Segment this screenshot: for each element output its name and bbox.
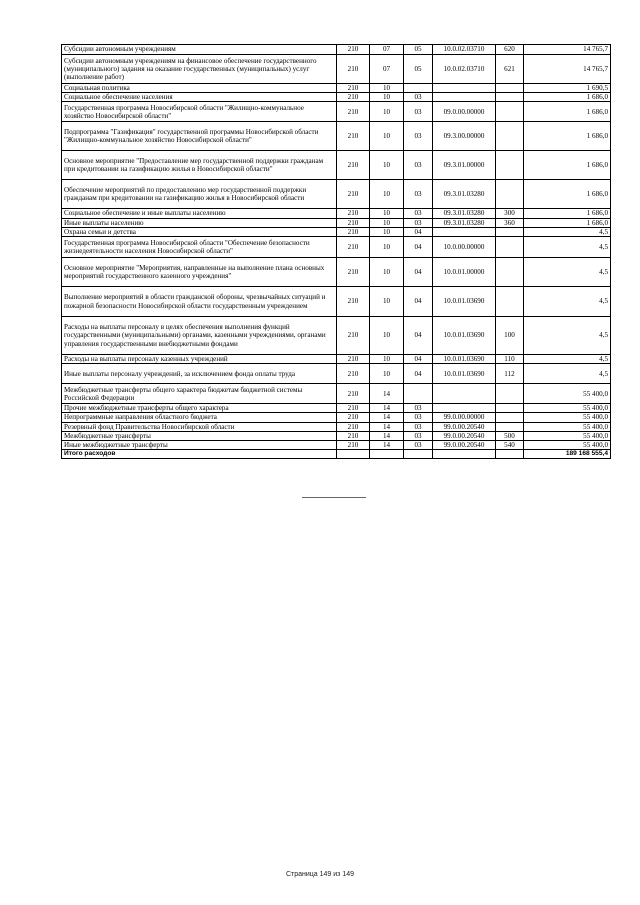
row-amount: 55 400,0 (524, 431, 611, 440)
row-target-article: 10.0.01.03690 (433, 287, 496, 317)
row-expense-type (496, 227, 524, 236)
table-row (62, 122, 611, 151)
row-expense-type (496, 237, 524, 258)
row-grbs: 210 (337, 218, 370, 227)
row-expense-type: 300 (496, 209, 524, 218)
row-subsection: 03 (404, 413, 433, 422)
row-expense-type: 112 (496, 364, 524, 384)
row-amount: 1 690,5 (524, 84, 611, 93)
row-target-article: 10.0.00.00000 (433, 237, 496, 258)
row-amount: 1 686,0 (524, 180, 611, 209)
row-expense-type (496, 84, 524, 93)
row-amount: 4,5 (524, 317, 611, 355)
row-name: Социальная политика (62, 84, 337, 93)
row-expense-type (496, 287, 524, 317)
row-name: Государственная программа Новосибирской области "Жилищно-коммунальное хозяйство Новосибирской области" (62, 102, 337, 122)
total-label: Итого расходов (62, 450, 337, 459)
row-section: 10 (370, 102, 404, 122)
row-amount: 55 400,0 (524, 413, 611, 422)
row-amount: 55 400,0 (524, 441, 611, 450)
row-target-article (433, 384, 496, 404)
row-section: 10 (370, 218, 404, 227)
row-subsection: 03 (404, 441, 433, 450)
table-row (62, 404, 611, 413)
row-section: 14 (370, 404, 404, 413)
row-section: 10 (370, 287, 404, 317)
row-section: 10 (370, 84, 404, 93)
row-name: Межбюджетные трансферты общего характера бюджетам бюджетной системы Российской Федерации (62, 384, 337, 404)
row-subsection: 04 (404, 364, 433, 384)
row-subsection: 03 (404, 209, 433, 218)
row-subsection: 03 (404, 122, 433, 151)
row-section: 14 (370, 441, 404, 450)
row-grbs: 210 (337, 180, 370, 209)
row-target-article: 10.0.01.00000 (433, 258, 496, 287)
table-row (62, 317, 611, 355)
row-grbs: 210 (337, 45, 370, 55)
table-row (62, 84, 611, 93)
row-subsection: 03 (404, 218, 433, 227)
row-section: 10 (370, 93, 404, 102)
row-name: Государственная программа Новосибирской области "Обеспечение безопасности жизнедеятельности населения Новосибирской области" (62, 237, 337, 258)
row-target-article: 10.0.01.03690 (433, 355, 496, 364)
row-section: 10 (370, 227, 404, 236)
row-target-article: 99.0.00.20540 (433, 441, 496, 450)
row-expense-type: 360 (496, 218, 524, 227)
row-expense-type: 500 (496, 431, 524, 440)
budget-expenses-table (61, 44, 611, 459)
row-target-article: 09.3.01.03280 (433, 218, 496, 227)
row-section: 10 (370, 258, 404, 287)
row-subsection: 04 (404, 237, 433, 258)
row-section: 10 (370, 122, 404, 151)
total-row (62, 450, 611, 459)
row-amount: 4,5 (524, 237, 611, 258)
table-row (62, 237, 611, 258)
table-row (62, 422, 611, 431)
separator-line (302, 497, 366, 498)
row-expense-type (496, 93, 524, 102)
row-amount: 1 686,0 (524, 122, 611, 151)
row-name: Субсидии автономным учреждениям на финансовое обеспечение государственного (муниципального) задания на оказание государственных (муниципальных) услуг (выполнение работ) (62, 55, 337, 84)
row-grbs: 210 (337, 209, 370, 218)
row-name: Социальное обеспечение и иные выплаты населению (62, 209, 337, 218)
row-expense-type: 620 (496, 45, 524, 55)
row-target-article: 99.0.00.00000 (433, 413, 496, 422)
row-section: 14 (370, 431, 404, 440)
row-grbs: 210 (337, 122, 370, 151)
row-grbs: 210 (337, 404, 370, 413)
table-row (62, 93, 611, 102)
row-name: Расходы на выплаты персоналу в целях обеспечения выполнения функций государственными (муниципальными) органами, казенными учреждениями, органами управления государственными внебюджетными фондами (62, 317, 337, 355)
row-name: Межбюджетные трансферты (62, 431, 337, 440)
row-grbs: 210 (337, 151, 370, 180)
row-subsection: 04 (404, 355, 433, 364)
row-section: 14 (370, 384, 404, 404)
table-row (62, 55, 611, 84)
row-amount: 1 686,0 (524, 209, 611, 218)
row-section: 14 (370, 413, 404, 422)
row-subsection: 03 (404, 180, 433, 209)
row-subsection: 04 (404, 317, 433, 355)
row-section: 10 (370, 364, 404, 384)
row-expense-type (496, 404, 524, 413)
table-body (62, 45, 611, 459)
row-grbs: 210 (337, 287, 370, 317)
row-expense-type: 100 (496, 317, 524, 355)
row-target-article (433, 404, 496, 413)
row-name: Иные выплаты персоналу учреждений, за исключением фонда оплаты труда (62, 364, 337, 384)
row-subsection: 03 (404, 151, 433, 180)
row-target-article: 10.0.02.03710 (433, 45, 496, 55)
row-subsection: 04 (404, 227, 433, 236)
row-target-article: 09.3.00.00000 (433, 122, 496, 151)
row-subsection: 05 (404, 45, 433, 55)
row-expense-type (496, 422, 524, 431)
row-subsection (404, 84, 433, 93)
row-grbs: 210 (337, 258, 370, 287)
row-amount: 4,5 (524, 227, 611, 236)
row-amount: 55 400,0 (524, 422, 611, 431)
row-grbs: 210 (337, 102, 370, 122)
row-target-article: 09.0.00.00000 (433, 102, 496, 122)
row-target-article: 09.3.01.03280 (433, 209, 496, 218)
row-section: 10 (370, 237, 404, 258)
row-amount: 4,5 (524, 287, 611, 317)
row-subsection: 03 (404, 422, 433, 431)
row-subsection (404, 384, 433, 404)
row-expense-type (496, 151, 524, 180)
table-row (62, 180, 611, 209)
row-section: 10 (370, 317, 404, 355)
row-target-article (433, 84, 496, 93)
table-row (62, 218, 611, 227)
row-target-article: 10.0.01.03690 (433, 317, 496, 355)
row-target-article (433, 93, 496, 102)
row-subsection: 03 (404, 404, 433, 413)
row-expense-type: 110 (496, 355, 524, 364)
row-amount: 4,5 (524, 258, 611, 287)
row-amount: 1 686,0 (524, 93, 611, 102)
row-expense-type (496, 384, 524, 404)
table-row (62, 441, 611, 450)
row-name: Охрана семьи и детства (62, 227, 337, 236)
row-name: Прочие межбюджетные трансферты общего характера (62, 404, 337, 413)
row-name: Расходы на выплаты персоналу казенных учреждений (62, 355, 337, 364)
row-name: Непрограммные направления областного бюджета (62, 413, 337, 422)
row-expense-type (496, 413, 524, 422)
row-name: Выполнение мероприятий в области гражданской обороны, чрезвычайных ситуаций и пожарной безопасности Новосибирской области государственным учреждением (62, 287, 337, 317)
row-subsection: 05 (404, 55, 433, 84)
row-expense-type: 540 (496, 441, 524, 450)
row-section: 10 (370, 151, 404, 180)
row-amount: 14 765,7 (524, 55, 611, 84)
row-grbs: 210 (337, 317, 370, 355)
row-subsection: 03 (404, 431, 433, 440)
row-subsection: 03 (404, 102, 433, 122)
row-name: Обеспечение мероприятий по предоставлению мер государственной поддержки гражданам при кредитовании на газификацию жилья в Новосибирской области (62, 180, 337, 209)
row-target-article: 10.0.02.03710 (433, 55, 496, 84)
row-amount: 1 686,0 (524, 151, 611, 180)
row-amount: 14 765,7 (524, 45, 611, 55)
table-row (62, 45, 611, 55)
table-row (62, 431, 611, 440)
row-grbs: 210 (337, 355, 370, 364)
row-expense-type (496, 122, 524, 151)
row-grbs: 210 (337, 413, 370, 422)
row-target-article: 10.0.01.03690 (433, 364, 496, 384)
row-target-article: 09.3.01.00000 (433, 151, 496, 180)
row-name: Резервный фонд Правительства Новосибирской области (62, 422, 337, 431)
row-expense-type (496, 102, 524, 122)
table-row (62, 151, 611, 180)
table-row (62, 258, 611, 287)
row-subsection: 03 (404, 93, 433, 102)
row-amount: 1 686,0 (524, 102, 611, 122)
row-expense-type (496, 180, 524, 209)
row-subsection: 04 (404, 258, 433, 287)
row-subsection: 04 (404, 287, 433, 317)
row-amount: 1 686,0 (524, 218, 611, 227)
row-grbs: 210 (337, 422, 370, 431)
table-row (62, 209, 611, 218)
row-target-article: 09.3.01.03280 (433, 180, 496, 209)
row-section: 07 (370, 45, 404, 55)
table-row (62, 287, 611, 317)
row-section: 10 (370, 209, 404, 218)
row-amount: 55 400,0 (524, 384, 611, 404)
row-section: 10 (370, 355, 404, 364)
row-amount: 4,5 (524, 364, 611, 384)
row-expense-type: 621 (496, 55, 524, 84)
row-amount: 55 400,0 (524, 404, 611, 413)
row-name: Социальное обеспечение населения (62, 93, 337, 102)
table-row (62, 413, 611, 422)
row-name: Подпрограмма "Газификация" государственной программы Новосибирской области "Жилищно-коммунальное хозяйство Новосибирской области" (62, 122, 337, 151)
row-expense-type (496, 258, 524, 287)
table-row (62, 227, 611, 236)
row-grbs: 210 (337, 441, 370, 450)
table-row (62, 355, 611, 364)
page-number: Страница 149 из 149 (285, 871, 355, 878)
row-section: 07 (370, 55, 404, 84)
row-grbs: 210 (337, 93, 370, 102)
row-grbs: 210 (337, 364, 370, 384)
row-section: 10 (370, 180, 404, 209)
row-amount: 4,5 (524, 355, 611, 364)
table-row (62, 384, 611, 404)
table-row (62, 102, 611, 122)
row-grbs: 210 (337, 55, 370, 84)
row-name: Основное мероприятие "Мероприятия, направленные на выполнение плана основных мероприятий государственного казенного учреждения" (62, 258, 337, 287)
row-target-article: 99.0.00.20540 (433, 422, 496, 431)
row-grbs: 210 (337, 84, 370, 93)
row-name: Иные межбюджетные трансферты (62, 441, 337, 450)
row-target-article (433, 227, 496, 236)
row-grbs: 210 (337, 227, 370, 236)
row-grbs: 210 (337, 237, 370, 258)
row-section: 14 (370, 422, 404, 431)
row-name: Иные выплаты населению (62, 218, 337, 227)
total-amount: 189 168 555,4 (524, 450, 611, 459)
row-name: Основное мероприятие "Предоставление мер государственной поддержки гражданам при кредитовании на газификацию жилья в Новосибирской области" (62, 151, 337, 180)
row-name: Субсидии автономным учреждениям (62, 45, 337, 55)
row-target-article: 99.0.00.20540 (433, 431, 496, 440)
table-row (62, 364, 611, 384)
row-grbs: 210 (337, 431, 370, 440)
row-grbs: 210 (337, 384, 370, 404)
